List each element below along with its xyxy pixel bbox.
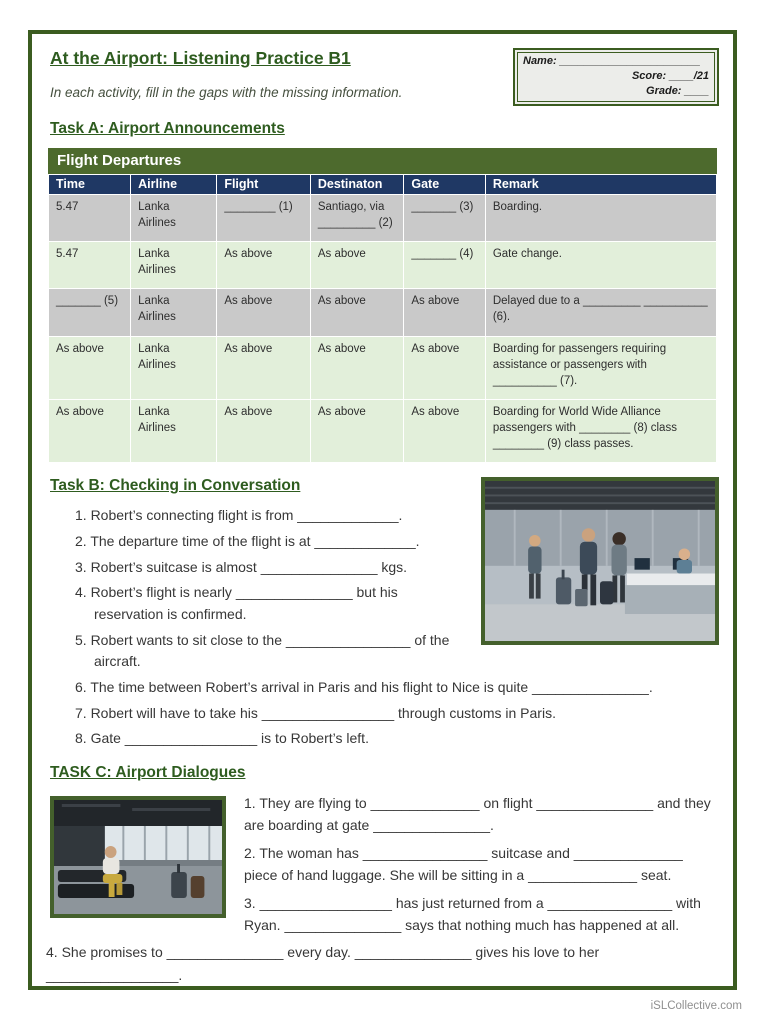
- table-row: [49, 289, 717, 336]
- table-cell: ________ (1): [217, 195, 311, 242]
- table-cell: As above: [310, 242, 404, 289]
- page-title: At the Airport: Listening Practice B1: [50, 48, 351, 68]
- list-item: 1. Robert’s connecting flight is from _____________.: [75, 507, 403, 524]
- header-row: [46, 44, 719, 118]
- table-cell: Santiago, via _________ (2): [310, 195, 404, 242]
- column-header-flight: Flight: [217, 175, 311, 195]
- list-item: 4. Robert’s flight is nearly _______________ but his reservation is confirmed.: [75, 584, 398, 622]
- list-item: 5. Robert wants to sit close to the ________________ of the aircraft.: [75, 631, 450, 670]
- task-b-section: [46, 477, 719, 754]
- list-item: 1. They are flying to ______________ on flight _______________ and they are boarding at gate _______________.: [244, 795, 711, 834]
- grade-field: Grade: ____: [646, 85, 709, 97]
- column-header-gate: Gate: [404, 175, 485, 195]
- table-cell: _______ (3): [404, 195, 485, 242]
- table-row: [49, 242, 717, 289]
- table-cell: As above: [217, 242, 311, 289]
- lounge-photo-illustration: [54, 800, 222, 914]
- score-field: Score: ____/21: [631, 70, 709, 82]
- table-cell: As above: [310, 399, 404, 462]
- table-cell: As above: [404, 336, 485, 399]
- table-row: [49, 195, 717, 242]
- list-item: 2. The departure time of the flight is at _____________.: [75, 532, 420, 549]
- table-cell: Lanka Airlines: [131, 289, 217, 336]
- table-cell: As above: [404, 399, 485, 462]
- table-cell: As above: [49, 399, 131, 462]
- list-item: 8. Gate _________________ is to Robert’s left.: [75, 730, 369, 747]
- list-item: 6. The time between Robert’s arrival in Paris and his flight to Nice is quite _______________.: [75, 678, 653, 695]
- column-header-time: Time: [49, 175, 131, 195]
- task-b-heading: Task B: Checking in Conversation: [50, 477, 301, 495]
- task-c-section: [46, 764, 719, 990]
- checkin-photo-illustration: [485, 481, 715, 641]
- task-a-heading: Task A: Airport Announcements: [50, 120, 285, 137]
- instruction-text: In each activity, fill in the gaps with the missing information.: [50, 85, 403, 100]
- table-cell: As above: [310, 289, 404, 336]
- airport-lounge-photo: [50, 796, 226, 918]
- table-cell: 5.47: [49, 242, 131, 289]
- table-cell: _______ (5): [49, 289, 131, 336]
- flight-departures-table: [48, 148, 717, 463]
- table-cell: Boarding for passengers requiring assistance or passengers with __________ (7).: [485, 336, 716, 399]
- list-item: 4. She promises to _______________ every day. _______________ gives his love to her _________________.: [46, 944, 600, 983]
- list-item: 3. _________________ has just returned from a ________________ with Ryan. _______________ says that nothing much has happened at all.: [244, 894, 701, 933]
- list-item: 2. The woman has ________________ suitcase and ______________ piece of hand luggage. She will be sitting in a ______________ seat.: [244, 844, 683, 884]
- table-cell: As above: [217, 289, 311, 336]
- table-cell: Lanka Airlines: [131, 399, 217, 462]
- table-cell: Boarding for World Wide Alliance passengers with ________ (8) class ________ (9) class passes.: [485, 399, 716, 462]
- table-cell: Lanka Airlines: [131, 336, 217, 399]
- task-c-heading: TASK C: Airport Dialogues: [50, 764, 246, 781]
- table-cell: Delayed due to a _________ __________ (6).: [485, 289, 716, 336]
- checkin-counter-photo: [481, 477, 719, 645]
- table-cell: Boarding.: [485, 195, 716, 242]
- list-item: 7. Robert will have to take his _________________ through customs in Paris.: [75, 704, 556, 721]
- column-header-remark: Remark: [485, 175, 716, 195]
- table-cell: Lanka Airlines: [131, 242, 217, 289]
- table-cell: As above: [404, 289, 485, 336]
- table-cell: _______ (4): [404, 242, 485, 289]
- name-field: Name: _______________________: [523, 55, 701, 67]
- table-cell: 5.47: [49, 195, 131, 242]
- column-header-destination: Destinaton: [310, 175, 404, 195]
- header-left: [46, 44, 513, 118]
- table-cell: Gate change.: [485, 242, 716, 289]
- table-header-row: [49, 175, 717, 195]
- table-cell: As above: [217, 399, 311, 462]
- table-row: [49, 399, 717, 462]
- column-header-airline: Airline: [131, 175, 217, 195]
- list-item: 3. Robert’s suitcase is almost _______________ kgs.: [75, 558, 408, 575]
- table-cell: As above: [310, 336, 404, 399]
- page-border-frame: [28, 30, 737, 990]
- islcollective-watermark: iSLCollective.com: [650, 1000, 742, 1012]
- table-cell: As above: [217, 336, 311, 399]
- table-cell: As above: [49, 336, 131, 399]
- name-score-box: [513, 48, 719, 106]
- table-row: [49, 336, 717, 399]
- table-title: Flight Departures: [48, 148, 717, 174]
- table-cell: Lanka Airlines: [131, 195, 217, 242]
